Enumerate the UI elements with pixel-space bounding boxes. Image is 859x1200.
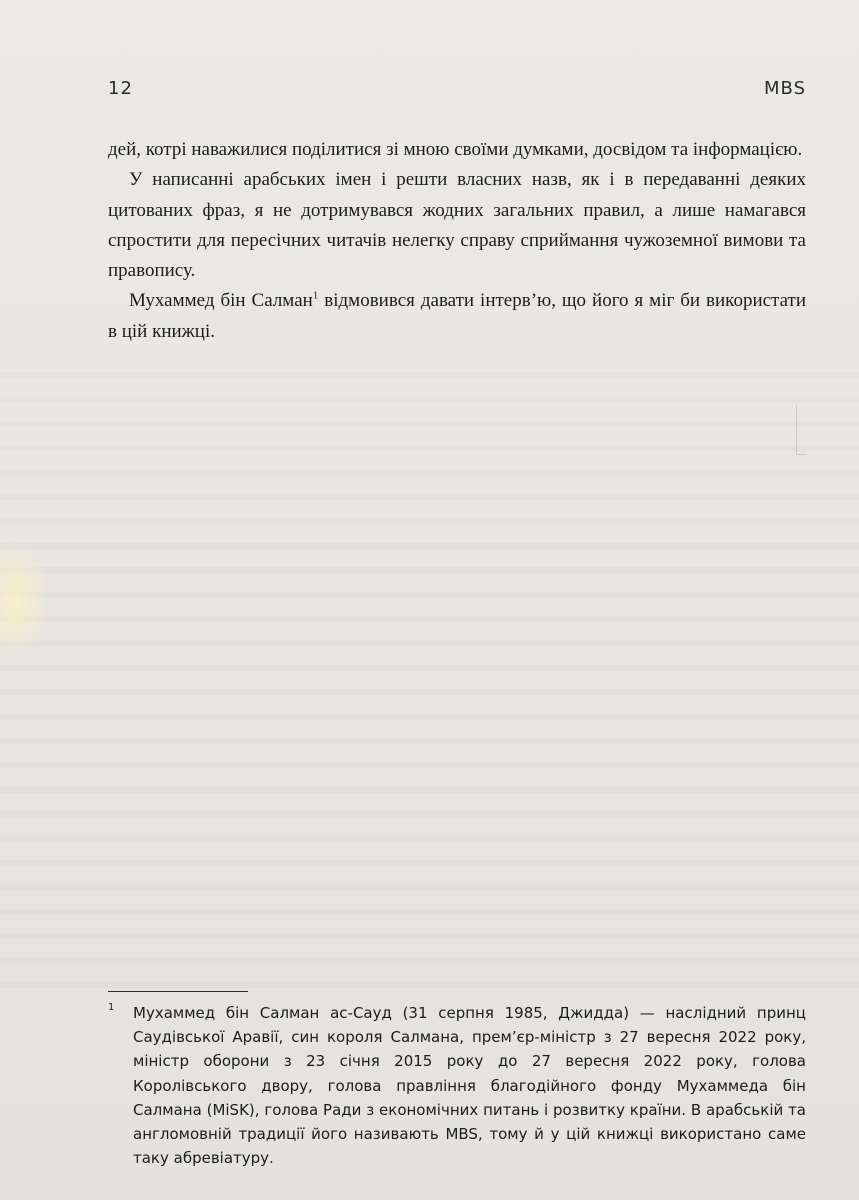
paragraph-1: дей, котрі наважилися поділитися зі мною своїми думками, досвідом та інформацією. <box>108 139 803 160</box>
footnote-divider <box>108 991 248 992</box>
paragraph-3 <box>108 286 806 347</box>
paragraph-3-end: відмовився давати інтерв’ю, що його я міг би використати в цій книжці. <box>108 290 806 342</box>
paragraph-2: У написанні арабських імен і решти власних назв, як і в передаванні деяких цитованих фраз, я не дотримувався жодних загальних правил, а лише намагався спростити для пересічних читачів нелегку справу сприймання чужоземної вимови та правопису. <box>108 169 806 282</box>
main-text <box>108 135 806 347</box>
show-through-text <box>0 360 859 1000</box>
paragraph-3-start: Мухаммед бін Салман <box>129 290 313 312</box>
show-through-mark <box>796 404 807 455</box>
footnote-marker: 1 <box>108 1002 115 1013</box>
running-title: MBS <box>764 78 806 99</box>
page-number: 12 <box>108 78 133 99</box>
footnote <box>108 1001 806 1170</box>
running-header <box>108 78 806 99</box>
light-glare <box>0 540 50 660</box>
footnote-text: Мухаммед бін Салман ас-Сауд (31 серпня 1985, Джидда) — наслідний принц Саудівської Аравії, син короля Салмана, прем’єр-міністр з 27 вересня 2022 року, міністр оборони з 23 січня 2015 року до 27 вересня 2022 року, голова Королівського двору, голова правління благодійного фонду Мухаммеда бін Салмана (MiSK), голова Ради з економічних питань і розвитку країни. В арабській та англомовній традиції його називають MBS, тому й у цій книжці використано саме таку абревіатуру. <box>133 1004 806 1168</box>
footnote-reference[interactable]: 1 <box>312 290 319 303</box>
